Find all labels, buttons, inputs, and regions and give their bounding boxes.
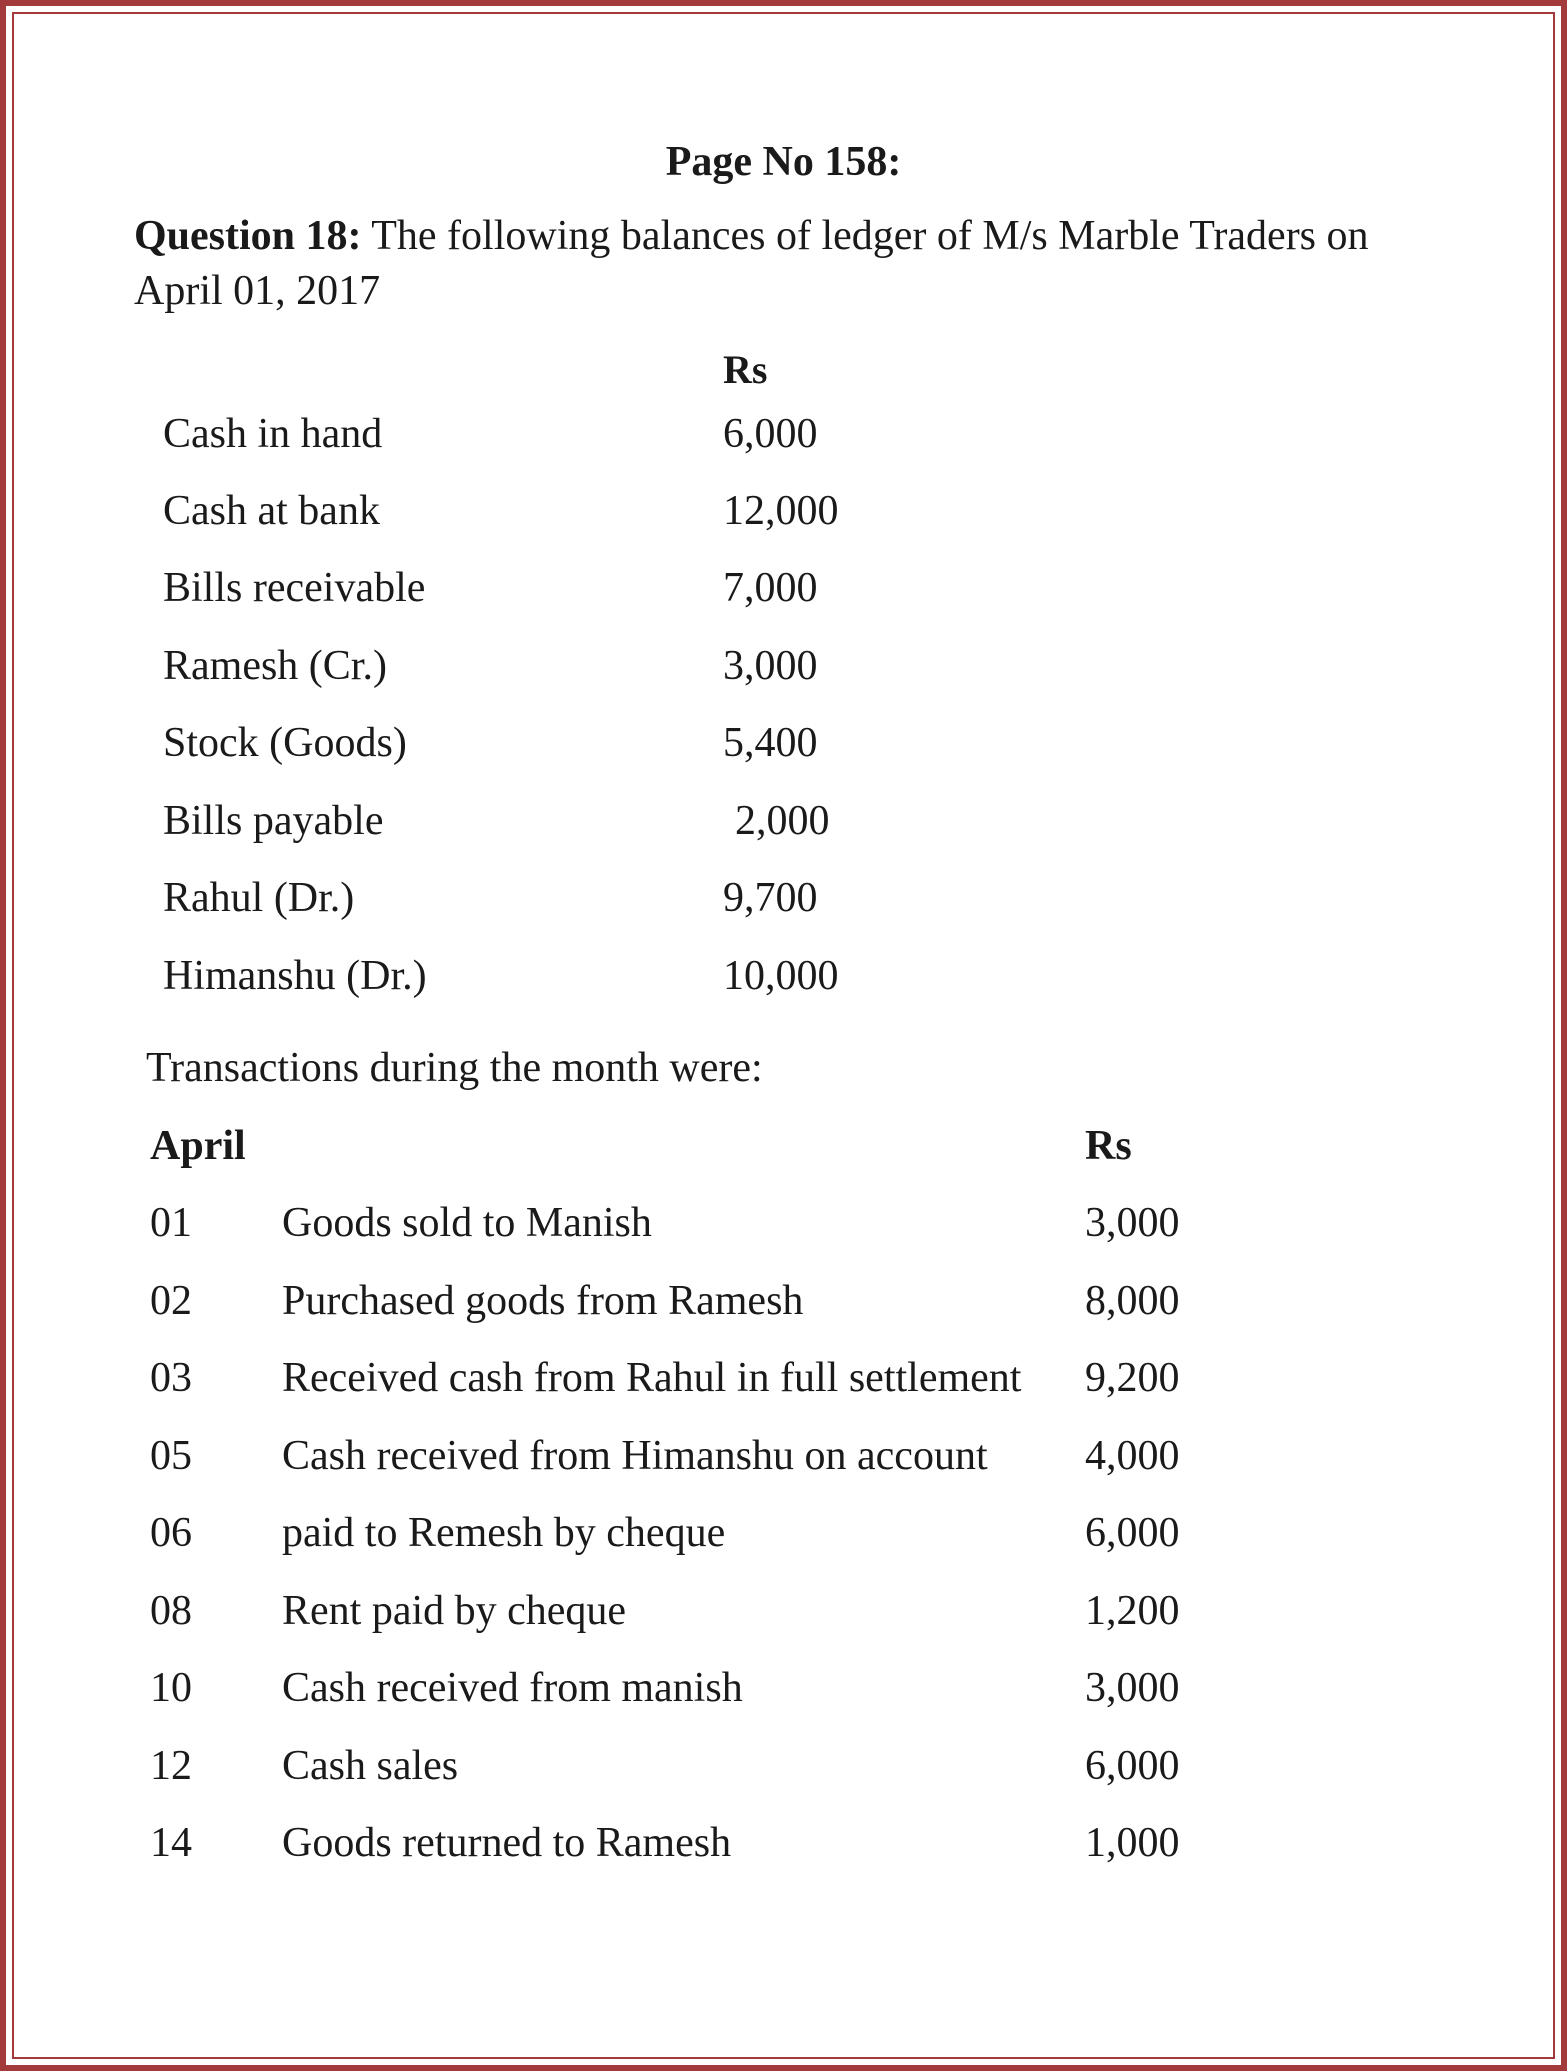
- transaction-row: [150, 1426, 1250, 1504]
- balance-amount: 10,000: [723, 953, 839, 999]
- question-label: Question 18:: [134, 213, 362, 259]
- transaction-description: Purchased goods from Ramesh: [282, 1278, 804, 1324]
- balance-row: [163, 791, 1063, 869]
- transaction-row: [150, 1271, 1250, 1349]
- transaction-row: [150, 1581, 1250, 1659]
- transaction-description: paid to Remesh by cheque: [282, 1510, 726, 1556]
- balance-row: [163, 946, 1063, 1024]
- balance-account: Stock (Goods): [163, 720, 407, 766]
- transaction-amount: 1,200: [1085, 1588, 1180, 1634]
- transaction-description: Cash received from manish: [282, 1665, 743, 1711]
- transaction-amount: 4,000: [1085, 1433, 1180, 1479]
- transaction-row: [150, 1736, 1250, 1814]
- transaction-description: Received cash from Rahul in full settlement: [282, 1355, 1022, 1401]
- balance-account: Bills payable: [163, 798, 384, 844]
- transaction-description: Rent paid by cheque: [282, 1588, 627, 1634]
- balance-amount: 9,700: [723, 875, 818, 921]
- transaction-description: Cash received from Himanshu on account: [282, 1433, 988, 1479]
- transaction-amount: 8,000: [1085, 1278, 1180, 1324]
- balance-amount: 7,000: [723, 565, 818, 611]
- transaction-date: 05: [150, 1433, 192, 1479]
- balances-currency-header: Rs: [723, 347, 768, 392]
- transaction-amount: 3,000: [1085, 1665, 1180, 1711]
- transaction-date: 01: [150, 1200, 192, 1246]
- balance-amount: 2,000: [735, 798, 830, 844]
- balance-account: Cash in hand: [163, 411, 383, 457]
- transaction-row: [150, 1503, 1250, 1581]
- transaction-row: [150, 1813, 1250, 1891]
- balance-row: [163, 636, 1063, 714]
- transactions-currency-header: Rs: [1085, 1123, 1132, 1169]
- balance-row: [163, 713, 1063, 791]
- transaction-date: 14: [150, 1820, 192, 1866]
- transaction-description: Goods returned to Ramesh: [282, 1820, 732, 1866]
- balance-amount: 12,000: [723, 488, 839, 534]
- transactions-month-header: April: [150, 1123, 246, 1169]
- transaction-description: Goods sold to Manish: [282, 1200, 652, 1246]
- balance-row: [163, 404, 1063, 482]
- balance-amount: 5,400: [723, 720, 818, 766]
- balance-amount: 3,000: [723, 643, 818, 689]
- balance-row: [163, 481, 1063, 559]
- transaction-row: [150, 1348, 1250, 1426]
- transaction-date: 02: [150, 1278, 192, 1324]
- transaction-description: Cash sales: [282, 1743, 459, 1789]
- transaction-amount: 3,000: [1085, 1200, 1180, 1246]
- balance-row: [163, 558, 1063, 636]
- balance-account: Ramesh (Cr.): [163, 643, 387, 689]
- transaction-amount: 1,000: [1085, 1820, 1180, 1866]
- page-title: Page No 158:: [665, 139, 902, 185]
- balance-row: [163, 868, 1063, 946]
- transaction-amount: 9,200: [1085, 1355, 1180, 1401]
- balance-account: Himanshu (Dr.): [163, 953, 427, 999]
- balance-account: Rahul (Dr.): [163, 875, 355, 921]
- transaction-row: [150, 1193, 1250, 1271]
- transactions-intro: Transactions during the month were:: [146, 1045, 763, 1091]
- transaction-date: 03: [150, 1355, 192, 1401]
- question-text: [134, 209, 1454, 319]
- transaction-amount: 6,000: [1085, 1743, 1180, 1789]
- transaction-date: 12: [150, 1743, 192, 1789]
- transaction-date: 10: [150, 1665, 192, 1711]
- transaction-date: 06: [150, 1510, 192, 1556]
- balance-account: Bills receivable: [163, 565, 426, 611]
- question-body: The following balances of ledger of M/s Marble Traders on April 01, 2017: [134, 213, 1369, 314]
- balance-account: Cash at bank: [163, 488, 380, 534]
- transaction-date: 08: [150, 1588, 192, 1634]
- transaction-amount: 6,000: [1085, 1510, 1180, 1556]
- balance-amount: 6,000: [723, 411, 818, 457]
- transaction-row: [150, 1658, 1250, 1736]
